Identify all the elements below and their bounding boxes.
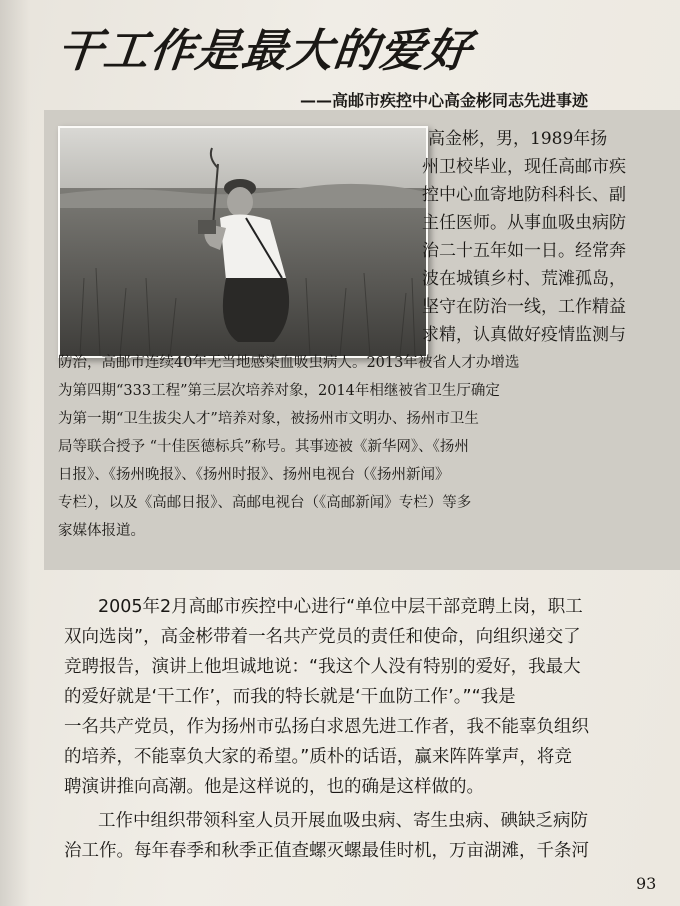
page-number: 93 bbox=[636, 874, 657, 893]
person-crouching-in-field-photo bbox=[58, 126, 428, 358]
profile-text-line: 为第四期“333工程”第三层次培养对象，2014年相继被省卫生厅确定 bbox=[58, 383, 500, 399]
profile-text-line: 坚守在防治一线，工作精益 bbox=[422, 297, 626, 317]
body-text-line: 的培养，不能辜负大家的希望。”质朴的话语，赢来阵阵掌声，将竞 bbox=[64, 747, 572, 767]
profile-text-line: 为第一期“卫生拔尖人才”培养对象，被扬州市文明办、扬州市卫生 bbox=[58, 411, 479, 427]
body-text-line: 的爱好就是‘干工作’，而我的特长就是‘干血防工作’。”“我是 bbox=[64, 687, 516, 707]
profile-text-line: 家媒体报道。 bbox=[58, 523, 145, 539]
profile-text-line: 治二十五年如一日。经常奔 bbox=[422, 241, 626, 261]
article-title: 干工作是最大的爱好 bbox=[54, 24, 475, 77]
body-text-line: 聘演讲推向高潮。他是这样说的，也的确是这样做的。 bbox=[64, 777, 484, 797]
article-subtitle: ——高邮市疾控中心高金彬同志先进事迹 bbox=[300, 91, 589, 110]
profile-text-line: 防治，高邮市连续40年无当地感染血吸虫病人。2013年被省人才办增选 bbox=[58, 355, 520, 371]
page-edge-shadow bbox=[0, 0, 30, 906]
profile-text-line: 主任医师。从事血吸虫病防 bbox=[422, 213, 626, 233]
body-text-line: 竞聘报告，演讲上他坦诚地说：“我这个人没有特别的爱好，我最大 bbox=[64, 657, 581, 677]
body-text-line: 双向选岗”，高金彬带着一名共产党员的责任和使命，向组织递交了 bbox=[64, 627, 581, 647]
profile-text-line: 高金彬，男，1989年扬 bbox=[428, 129, 608, 149]
profile-text-line: 波在城镇乡村、荒滩孤岛， bbox=[422, 269, 626, 289]
profile-text-line: 局等联合授予 “十佳医德标兵”称号。其事迹被《新华网》、《扬州 bbox=[58, 439, 469, 455]
body-text-line: 一名共产党员，作为扬州市弘扬白求恩先进工作者，我不能辜负组织 bbox=[64, 717, 589, 737]
profile-text-line: 州卫校毕业，现任高邮市疾 bbox=[422, 157, 626, 177]
profile-box bbox=[44, 110, 680, 570]
body-text-line: 治工作。每年春季和秋季正值查螺灭螺最佳时机，万亩湖滩，千条河 bbox=[64, 841, 589, 861]
profile-text-line: 专栏），以及《高邮日报》、高邮电视台（《高邮新闻》专栏）等多 bbox=[58, 495, 472, 511]
profile-text-line: 求精，认真做好疫情监测与 bbox=[422, 325, 626, 345]
body-text-line: 2005年2月高邮市疾控中心进行“单位中层干部竞聘上岗，职工 bbox=[98, 597, 583, 617]
profile-text-line: 日报》、《扬州晚报》、《扬州时报》、扬州电视台（《扬州新闻》 bbox=[58, 467, 450, 483]
profile-text-line: 控中心血寄地防科科长、副 bbox=[422, 185, 626, 205]
body-text-line: 工作中组织带领科室人员开展血吸虫病、寄生虫病、碘缺乏病防 bbox=[98, 811, 588, 831]
